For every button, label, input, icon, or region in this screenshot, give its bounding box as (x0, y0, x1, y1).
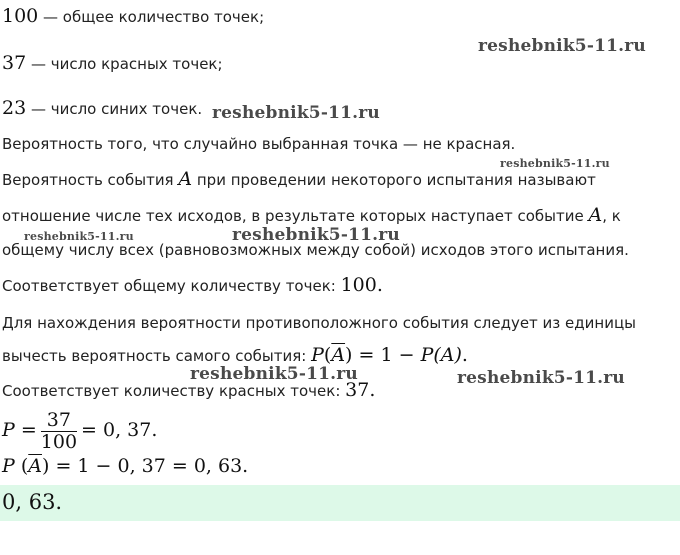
line-definition-1: Вероятность события A при проведении некоторого испытания называют (2, 168, 596, 190)
fraction: $\frac{37}{100}$ (40, 409, 78, 453)
watermark: reshebnik5-11.ru (190, 364, 358, 384)
line-complement-rule-1: Для нахождения вероятности противоположного события следует из единицы (2, 314, 636, 332)
watermark: reshebnik5-11.ru (24, 230, 134, 243)
line-blue-points: 23 — число синих точек. (2, 97, 203, 119)
watermark: reshebnik5-11.ru (478, 36, 646, 56)
watermark: reshebnik5-11.ru (232, 225, 400, 245)
answer-value: 0, 63. (2, 490, 63, 514)
formula-complement: P $(\overline{A}) = 1 - 0$, 37 = 0, 63. (2, 455, 249, 477)
answer-box (0, 485, 680, 521)
watermark: reshebnik5-11.ru (457, 368, 625, 388)
watermark: reshebnik5-11.ru (212, 103, 380, 123)
formula-probability: P = $\frac{37}{100}$ = 0, 37. (2, 409, 158, 453)
watermark: reshebnik5-11.ru (500, 157, 610, 170)
line-complement-rule-2: вычесть вероятность самого события: $P(\overline{A}) = 1 - P(A)$. (2, 344, 468, 366)
line-probability-intro: Вероятность того, что случайно выбранная точка — не красная. (2, 135, 516, 153)
line-definition-3: общему числу всех (равновозможных между собой) исходов этого испытания. (2, 241, 629, 259)
line-total-correspondence: Соответствует общему количеству точек: 100. (2, 274, 383, 296)
line-red-correspondence: Соответствует количеству красных точек: 37. (2, 379, 376, 401)
line-red-points: 37 — число красных точек; (2, 52, 223, 74)
line-definition-2: отношение числе тех исходов, в результате которых наступает событие A, к (2, 204, 621, 226)
line-total-points: 100 — общее количество точек; (2, 5, 265, 27)
